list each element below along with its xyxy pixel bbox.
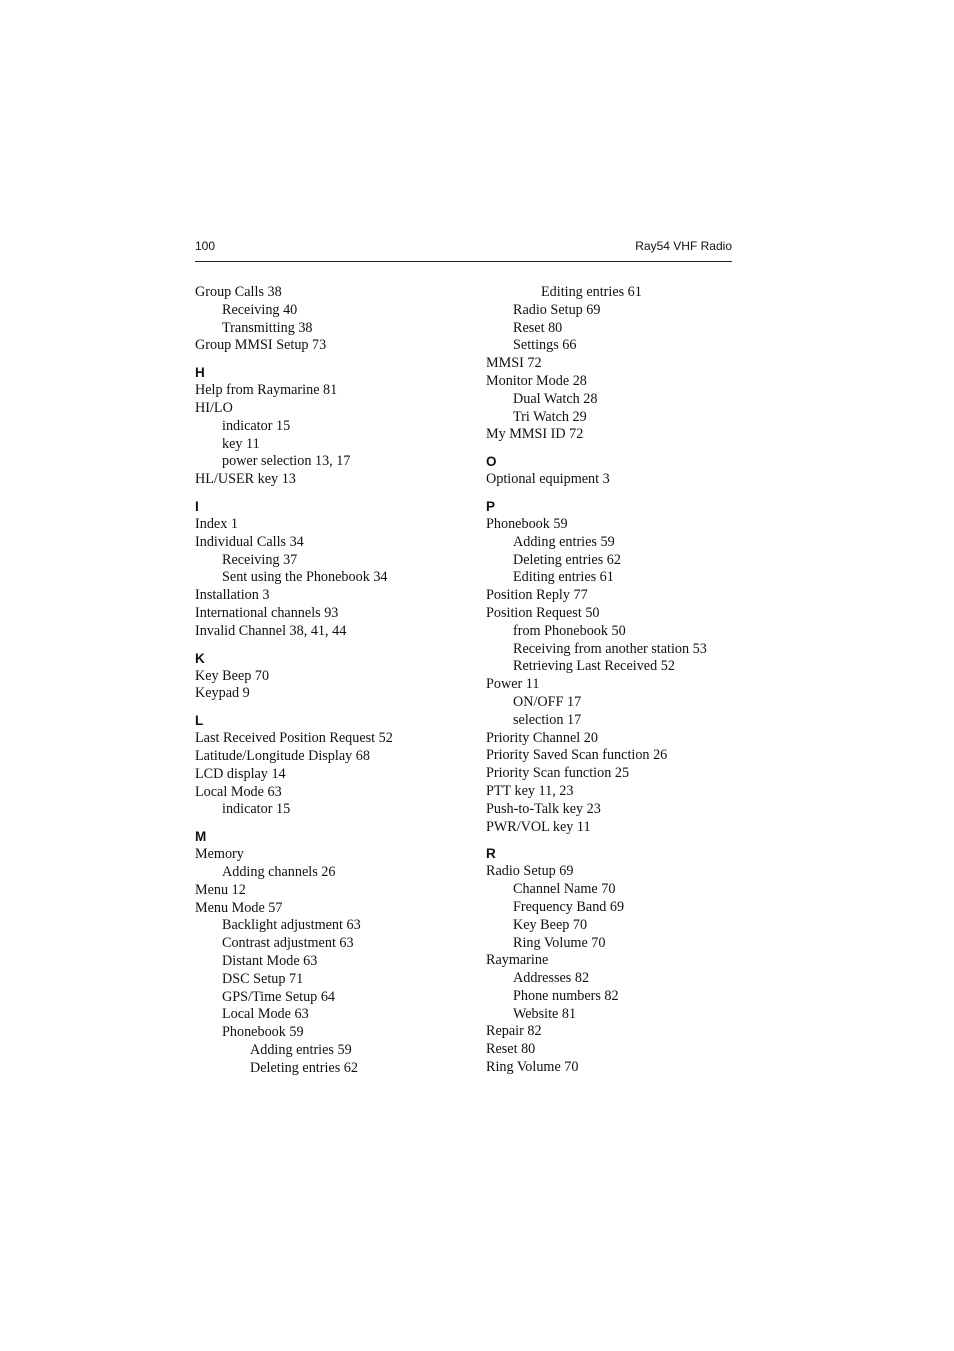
index-entry: HL/USER key 13 <box>195 471 296 488</box>
index-entry: Help from Raymarine 81 <box>195 382 338 399</box>
index-letter-heading: I <box>195 498 199 514</box>
index-entry: Ring Volume 70 <box>486 1059 579 1076</box>
index-subentry: Retrieving Last Received 52 <box>513 658 675 675</box>
index-letter-heading: K <box>195 650 205 666</box>
index-entry: Optional equipment 3 <box>486 471 610 488</box>
index-entry: Key Beep 70 <box>195 667 270 684</box>
index-letter-heading: L <box>195 713 204 729</box>
index-subentry: Phonebook 59 <box>222 1024 304 1041</box>
index-subentry: Deleting entries 62 <box>513 551 621 568</box>
index-letter-heading: H <box>195 365 205 381</box>
index-entry: Memory <box>195 846 244 863</box>
index-entry: Radio Setup 69 <box>486 863 574 880</box>
index-subentry: ON/OFF 17 <box>513 693 582 710</box>
index-entry: Position Reply 77 <box>486 587 588 604</box>
index-subentry: selection 17 <box>513 711 582 728</box>
index-entry: International channels 93 <box>195 604 339 621</box>
index-subentry: Receiving 40 <box>222 301 298 318</box>
index-entry: PTT key 11, 23 <box>486 782 574 799</box>
index-subentry: DSC Setup 71 <box>222 970 304 987</box>
running-title: Ray54 VHF Radio <box>635 239 732 253</box>
index-subentry: Editing entries 61 <box>541 284 642 300</box>
index-subentry: Settings 66 <box>513 337 577 354</box>
index-subentry: GPS/Time Setup 64 <box>222 988 336 1005</box>
index-entry: Priority Channel 20 <box>486 729 598 746</box>
index-subentry: Deleting entries 62 <box>250 1059 358 1076</box>
index-subentry: Channel Name 70 <box>513 881 616 898</box>
index-entry: MMSI 72 <box>486 355 542 372</box>
index-subentry: Frequency Band 69 <box>513 898 625 915</box>
index-subentry: Transmitting 38 <box>222 319 313 336</box>
index-entry: Priority Saved Scan function 26 <box>486 747 668 764</box>
index-subentry: Reset 80 <box>513 319 563 336</box>
index-entry: Installation 3 <box>195 587 270 604</box>
index-entry: Last Received Position Request 52 <box>195 730 393 747</box>
index-entry: Menu Mode 57 <box>195 899 283 916</box>
index-subentry: indicator 15 <box>222 801 291 818</box>
index-subentry: Backlight adjustment 63 <box>222 917 361 934</box>
index-subentry: Radio Setup 69 <box>513 301 601 318</box>
index-entry: Keypad 9 <box>195 685 250 702</box>
index-subentry: Adding entries 59 <box>513 533 615 550</box>
index-entry: Phonebook 59 <box>486 515 568 532</box>
index-letter-heading: O <box>486 454 497 470</box>
index-subentry: from Phonebook 50 <box>513 622 626 639</box>
index-entry: My MMSI ID 72 <box>486 426 584 443</box>
index-subentry: Website 81 <box>513 1005 577 1022</box>
index-column-right <box>486 284 732 1077</box>
index-entry: Latitude/Longitude Display 68 <box>195 747 370 764</box>
index-entry: Raymarine <box>486 952 549 969</box>
index-subentry: Contrast adjustment 63 <box>222 935 354 952</box>
index-subentry: Receiving from another station 53 <box>513 640 707 657</box>
index-column-left <box>195 284 480 1077</box>
index-entry: Push-to-Talk key 23 <box>486 800 601 817</box>
index-subentry: Key Beep 70 <box>513 916 588 933</box>
index-letter-heading: R <box>486 846 496 862</box>
index-entry: Monitor Mode 28 <box>486 372 587 389</box>
index-subentry: Distant Mode 63 <box>222 952 318 969</box>
index-subentry: Ring Volume 70 <box>513 934 606 951</box>
index-entry: Power 11 <box>486 676 540 693</box>
index-entry: Menu 12 <box>195 881 246 898</box>
index-entry: PWR/VOL key 11 <box>486 818 591 835</box>
index-entry: HI/LO <box>195 399 233 416</box>
page-header <box>195 239 732 262</box>
index-subentry: Receiving 37 <box>222 551 298 568</box>
index-subentry: key 11 <box>222 435 260 452</box>
index-subentry: indicator 15 <box>222 417 291 434</box>
index-entry: Invalid Channel 38, 41, 44 <box>195 622 347 639</box>
index-entry: Local Mode 63 <box>195 783 282 800</box>
index-subentry: power selection 13, 17 <box>222 453 351 470</box>
index-subentry: Local Mode 63 <box>222 1006 309 1023</box>
index-entry: LCD display 14 <box>195 765 286 782</box>
index-entry: Group Calls 38 <box>195 284 282 300</box>
index-subentry: Sent using the Phonebook 34 <box>222 569 388 586</box>
page-number: 100 <box>195 239 216 253</box>
index-subentry: Adding channels 26 <box>222 863 336 880</box>
index-subentry: Dual Watch 28 <box>513 390 598 407</box>
index-entry: Reset 80 <box>486 1041 536 1058</box>
index-letter-heading: M <box>195 829 207 845</box>
index-letter-heading: P <box>486 498 496 514</box>
index-subentry: Addresses 82 <box>513 970 590 987</box>
index-subentry: Adding entries 59 <box>250 1041 352 1058</box>
index-subentry: Phone numbers 82 <box>513 987 619 1004</box>
index-subentry: Editing entries 61 <box>513 569 614 586</box>
index-entry: Group MMSI Setup 73 <box>195 337 327 354</box>
index-entry: Index 1 <box>195 515 238 532</box>
index-entry: Position Request 50 <box>486 604 600 621</box>
index-entry: Individual Calls 34 <box>195 533 304 550</box>
index-entry: Repair 82 <box>486 1023 542 1040</box>
index-subentry: Tri Watch 29 <box>513 408 587 425</box>
index-entry: Priority Scan function 25 <box>486 765 630 782</box>
